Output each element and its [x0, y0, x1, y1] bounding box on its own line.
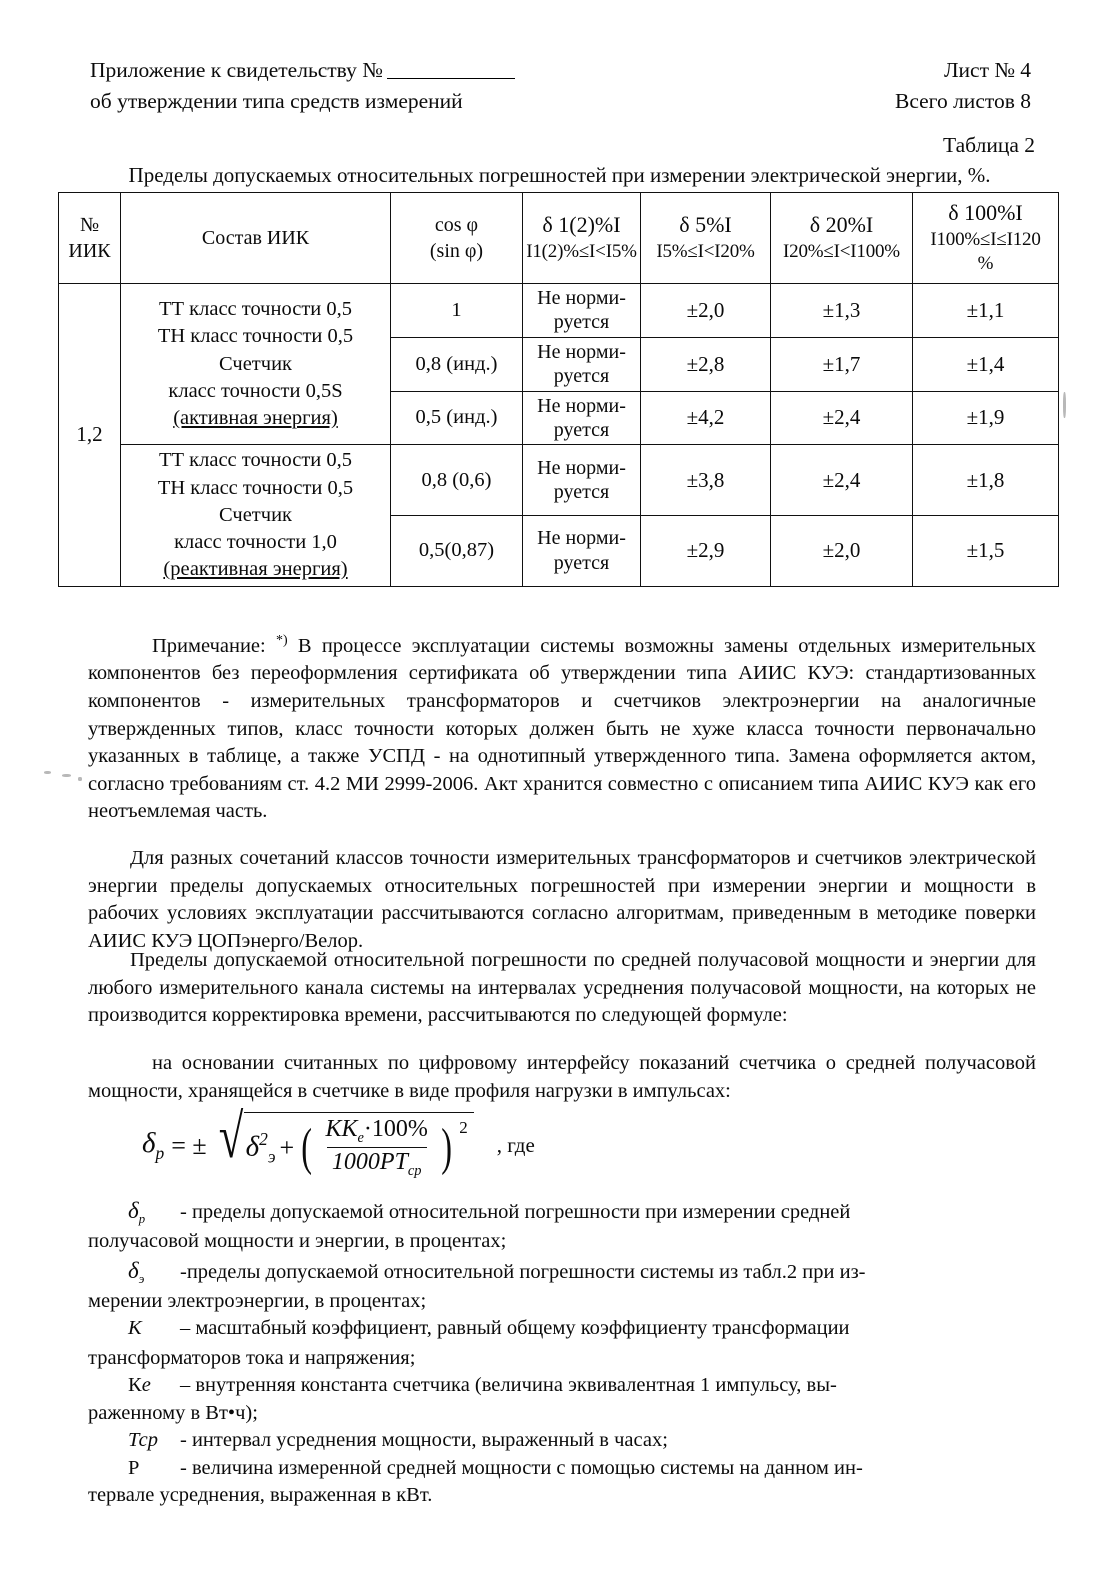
cell-cos-phi: 0,8 (инд.)	[391, 337, 523, 391]
definition-row	[88, 1372, 1036, 1400]
composition-line: ТТ класс точности 0,5	[158, 298, 352, 321]
cell-iik-number: 1,2	[59, 284, 121, 587]
cell-delta-100: ±1,1	[913, 284, 1059, 338]
formula-delta-symbol: δ	[245, 1130, 260, 1163]
cell-cos-phi: 0,5(0,87)	[391, 515, 523, 586]
denominator-subscript: ср	[407, 1163, 422, 1180]
definition-row	[88, 1315, 1036, 1344]
definition-continuation: раженному в Вт•ч);	[88, 1401, 258, 1424]
definition-symbol-subscript: e	[141, 1374, 151, 1397]
paren-open-icon: (	[301, 1118, 313, 1176]
composition-line: класс точности 0,5S	[168, 379, 343, 402]
definition-continuation: мерении электроэнергии, в процентах;	[88, 1289, 427, 1312]
fraction-denominator	[327, 1147, 427, 1179]
header-left-block	[90, 55, 515, 116]
cell-delta-100: ±1,9	[913, 391, 1059, 445]
not-normalized-line: руется	[553, 551, 610, 574]
note-paragraph	[88, 632, 1036, 826]
definition-text: – масштабный коэффициент, равный общему коэффициенту трансформации	[180, 1317, 850, 1340]
paragraph-text: на основании считанных по цифровому интерфейсу показаний счетчика о средней получасовой мощности, хранящейся в счетчике в виде профиля нагрузки в импульсах:	[88, 1052, 1036, 1102]
col-header-delta-100	[913, 193, 1059, 284]
cell-delta-100: ±1,8	[913, 445, 1059, 516]
formula-delta-e	[246, 1129, 276, 1167]
definition-symbol	[88, 1196, 180, 1228]
note-label: Примечание:	[152, 634, 266, 657]
not-normalized-line: руется	[553, 418, 610, 441]
note-star-marker: *)	[276, 633, 288, 648]
not-normalized-line: Не норми-	[537, 456, 626, 479]
col-header-line1: δ 100%I	[948, 200, 1023, 226]
definition-symbol	[88, 1427, 180, 1455]
formula-plus: +	[279, 1132, 295, 1162]
definition-symbol-subscript: p	[138, 1212, 146, 1227]
header-right-block	[895, 55, 1035, 116]
paragraph-limits	[88, 947, 1036, 1030]
definition-row	[88, 1256, 1036, 1288]
table-number-label: Таблица 2	[943, 133, 1035, 157]
cell-delta-20: ±2,0	[771, 515, 913, 586]
definition-symbol-subscript: э	[138, 1271, 145, 1286]
definition-item	[88, 1455, 1036, 1510]
total-sheets: Всего листов 8	[894, 88, 1031, 113]
cell-delta-100: ±1,5	[913, 515, 1059, 586]
not-normalized-line: Не норми-	[537, 527, 626, 550]
composition-line-energy-type: (реактивная энергия)	[163, 558, 348, 581]
paragraph-text: Для разных сочетаний классов точности измерительных трансформаторов и счетчиков электрической энергии пределы допускаемых относительных погрешностей при измерении энергии и мощности в рабочих условиях эксплуатации рассчитываются согласно алгоритмам, приведенным в методике поверки АИИС КУЭ ЦОПэнерго/Велор.	[88, 847, 1036, 952]
cell-delta-1-2	[523, 284, 641, 338]
cell-cos-phi: 0,5 (инд.)	[391, 391, 523, 445]
col-header-line2: I20%≤I<I100%	[783, 240, 900, 262]
col-header-delta-1-2	[523, 193, 641, 284]
cell-delta-100: ±1,4	[913, 337, 1059, 391]
cell-composition-reactive	[121, 445, 391, 586]
composition-line: ТН класс точности 0,5	[157, 476, 354, 499]
definition-symbol-main: К	[128, 1317, 142, 1340]
definition-symbol-main: Тср	[128, 1429, 159, 1452]
formula-delta-p	[142, 1103, 535, 1180]
cell-delta-20: ±2,4	[771, 391, 913, 445]
col-header-line2: I5%≤I<I20%	[656, 240, 755, 262]
col-header-line2: I100%≤I≤I120	[930, 228, 1041, 250]
definition-item	[88, 1196, 1036, 1256]
not-normalized-line: руется	[553, 481, 610, 504]
definition-symbol-main: Р	[128, 1456, 140, 1479]
cell-delta-20: ±1,3	[771, 284, 913, 338]
numerator-main: KK	[325, 1116, 358, 1142]
note-text: В процессе эксплуатации системы возможны замены отдельных измерительных компонентов без переоформления сертификата об утверждении типа АИИС КУЭ: стандартизованных компонентов - измерительных трансформаторов и счетчиков электроэнергии на аналогичные утвержденных типов, класс точности которых должен быть не хуже класса точности первоначально указанных в таблице, а также УСПД - на однотипный утвержденного типа. Замена оформляется актом, согласно требованиям ст. 4.2 МИ 2999-2006. Акт хранится совместно с описанием типа АИИС КУЭ как его неотъемлемая часть.	[88, 634, 1036, 823]
cell-delta-5: ±3,8	[641, 445, 771, 516]
definition-item	[88, 1372, 1036, 1427]
scan-artifact	[62, 774, 71, 777]
paren-exponent: 2	[459, 1118, 468, 1137]
definition-row	[88, 1427, 1036, 1455]
definition-symbol-main: К	[128, 1374, 142, 1397]
definition-text: - пределы допускаемой относительной погрешности при измерении средней	[180, 1201, 851, 1223]
definition-item	[88, 1256, 1036, 1316]
composition-line: Счетчик	[218, 503, 292, 526]
radical-body	[244, 1112, 474, 1180]
not-normalized-line: руется	[553, 311, 610, 334]
definition-row	[88, 1196, 1036, 1228]
cell-delta-20: ±2,4	[771, 445, 913, 516]
col-header-line1: δ 20%I	[809, 212, 874, 238]
numerator-subscript: e	[357, 1129, 364, 1146]
formula-delta-subscript: э	[267, 1146, 276, 1167]
page-header	[90, 55, 1035, 116]
definition-symbol	[88, 1256, 180, 1288]
table-title: Пределы допускаемых относительных погрешностей при измерении электрической энергии, %.	[128, 163, 991, 187]
composition-line: класс точности 1,0	[174, 531, 337, 554]
scan-artifact	[44, 771, 51, 774]
definition-text: – внутренняя константа счетчика (величина эквивалентная 1 импульсу, вы-	[180, 1374, 837, 1397]
cell-cos-phi: 0,8 (0,6)	[391, 445, 523, 516]
radical-sign-icon: √	[218, 1103, 243, 1171]
cell-delta-1-2	[523, 391, 641, 445]
definition-symbol	[88, 1315, 180, 1344]
col-header-delta-20	[771, 193, 913, 284]
cell-delta-5: ±2,0	[641, 284, 771, 338]
col-header-line1: №	[79, 214, 100, 236]
composition-line: Счетчик	[218, 352, 292, 375]
paragraph-algorithms	[88, 845, 1036, 955]
definition-continuation: трансформаторов тока и напряжения;	[88, 1346, 416, 1369]
col-header-line2: (sin φ)	[429, 240, 484, 262]
not-normalized-line: руется	[553, 365, 610, 388]
not-normalized-line: Не норми-	[537, 340, 626, 363]
col-header-cos-phi	[391, 193, 523, 284]
formula-radical	[214, 1103, 474, 1180]
cell-delta-5: ±4,2	[641, 391, 771, 445]
note-block	[88, 632, 1036, 826]
definition-symbol-main: δ	[128, 1198, 139, 1223]
fraction-numerator	[321, 1116, 433, 1147]
numerator-rest: ·100%	[363, 1116, 428, 1142]
cell-delta-5: ±2,9	[641, 515, 771, 586]
errors-table	[58, 192, 1059, 587]
col-header-line2: I1(2)%≤I<I5%	[526, 240, 637, 262]
table-row	[59, 445, 1059, 516]
col-header-line3: %	[977, 253, 994, 275]
composition-line: ТТ класс точности 0,5	[158, 449, 352, 472]
composition-line-energy-type: (активная энергия)	[173, 407, 338, 430]
col-header-line1: Состав ИИК	[201, 227, 310, 249]
col-header-composition	[121, 193, 391, 284]
header-approval-line: об утверждении типа средств измерений	[90, 88, 463, 113]
formula-delta-exponent: 2	[259, 1128, 268, 1149]
cell-delta-1-2	[523, 337, 641, 391]
formula-equals: = ±	[171, 1130, 207, 1160]
scan-artifact	[78, 777, 82, 781]
composition-line: ТН класс точности 0,5	[157, 325, 354, 348]
col-header-delta-5	[641, 193, 771, 284]
definition-symbol	[88, 1455, 180, 1483]
formula-lhs-symbol: δ	[142, 1127, 156, 1160]
paragraph-text: Пределы допускаемой относительной погрешности по средней получасовой мощности и энергии для любого измерительного канала системы на интервалах усреднения получасовой мощности, на которых не производится корректировка времени, рассчитываются по следующей формуле:	[88, 949, 1036, 1027]
definition-row	[88, 1455, 1036, 1483]
cell-delta-5: ±2,8	[641, 337, 771, 391]
cell-cos-phi: 1	[391, 284, 523, 338]
col-header-line2: ИИК	[68, 240, 111, 262]
scan-artifact	[1063, 392, 1066, 418]
denominator-main: 1000PT	[331, 1149, 408, 1176]
definition-text: - величина измеренной средней мощности с помощью системы на данном ин-	[180, 1456, 863, 1479]
definitions-list	[88, 1196, 1036, 1510]
definition-symbol-main: δ	[128, 1257, 139, 1283]
col-header-iik-number	[59, 193, 121, 284]
definition-item	[88, 1427, 1036, 1455]
formula-lhs	[142, 1127, 164, 1164]
col-header-line1: δ 1(2)%I	[542, 212, 621, 238]
cell-delta-1-2	[523, 515, 641, 586]
definition-text: - интервал усреднения мощности, выраженный в часах;	[180, 1429, 668, 1452]
cell-delta-1-2	[523, 445, 641, 516]
definition-symbol	[88, 1372, 180, 1400]
sheet-number: Лист № 4	[943, 58, 1031, 82]
cell-composition-active	[121, 284, 391, 445]
definition-continuation: тервале усреднения, выраженная в кВт.	[88, 1484, 433, 1507]
paragraph-digital-interface	[88, 1050, 1036, 1105]
definition-text: -пределы допускаемой относительной погрешности системы из табл.2 при из-	[180, 1260, 866, 1283]
table-row	[59, 284, 1059, 338]
not-normalized-line: Не норми-	[537, 394, 626, 417]
not-normalized-line: Не норми-	[537, 287, 626, 309]
definition-item	[88, 1315, 1036, 1372]
header-blank-field[interactable]	[387, 58, 515, 79]
formula-lhs-subscript: p	[155, 1143, 165, 1164]
col-header-line1: cos φ	[434, 214, 479, 236]
col-header-line1: δ 5%I	[679, 212, 732, 238]
definition-continuation: получасовой мощности и энергии, в процентах;	[88, 1230, 507, 1253]
formula-tail: , где	[496, 1133, 535, 1158]
paren-close-icon: )	[441, 1118, 452, 1176]
formula-fraction	[321, 1116, 433, 1180]
header-appendix-line	[90, 55, 515, 86]
header-appendix-label: Приложение к свидетельству №	[90, 58, 383, 82]
table-header-row	[59, 193, 1059, 284]
cell-delta-20: ±1,7	[771, 337, 913, 391]
